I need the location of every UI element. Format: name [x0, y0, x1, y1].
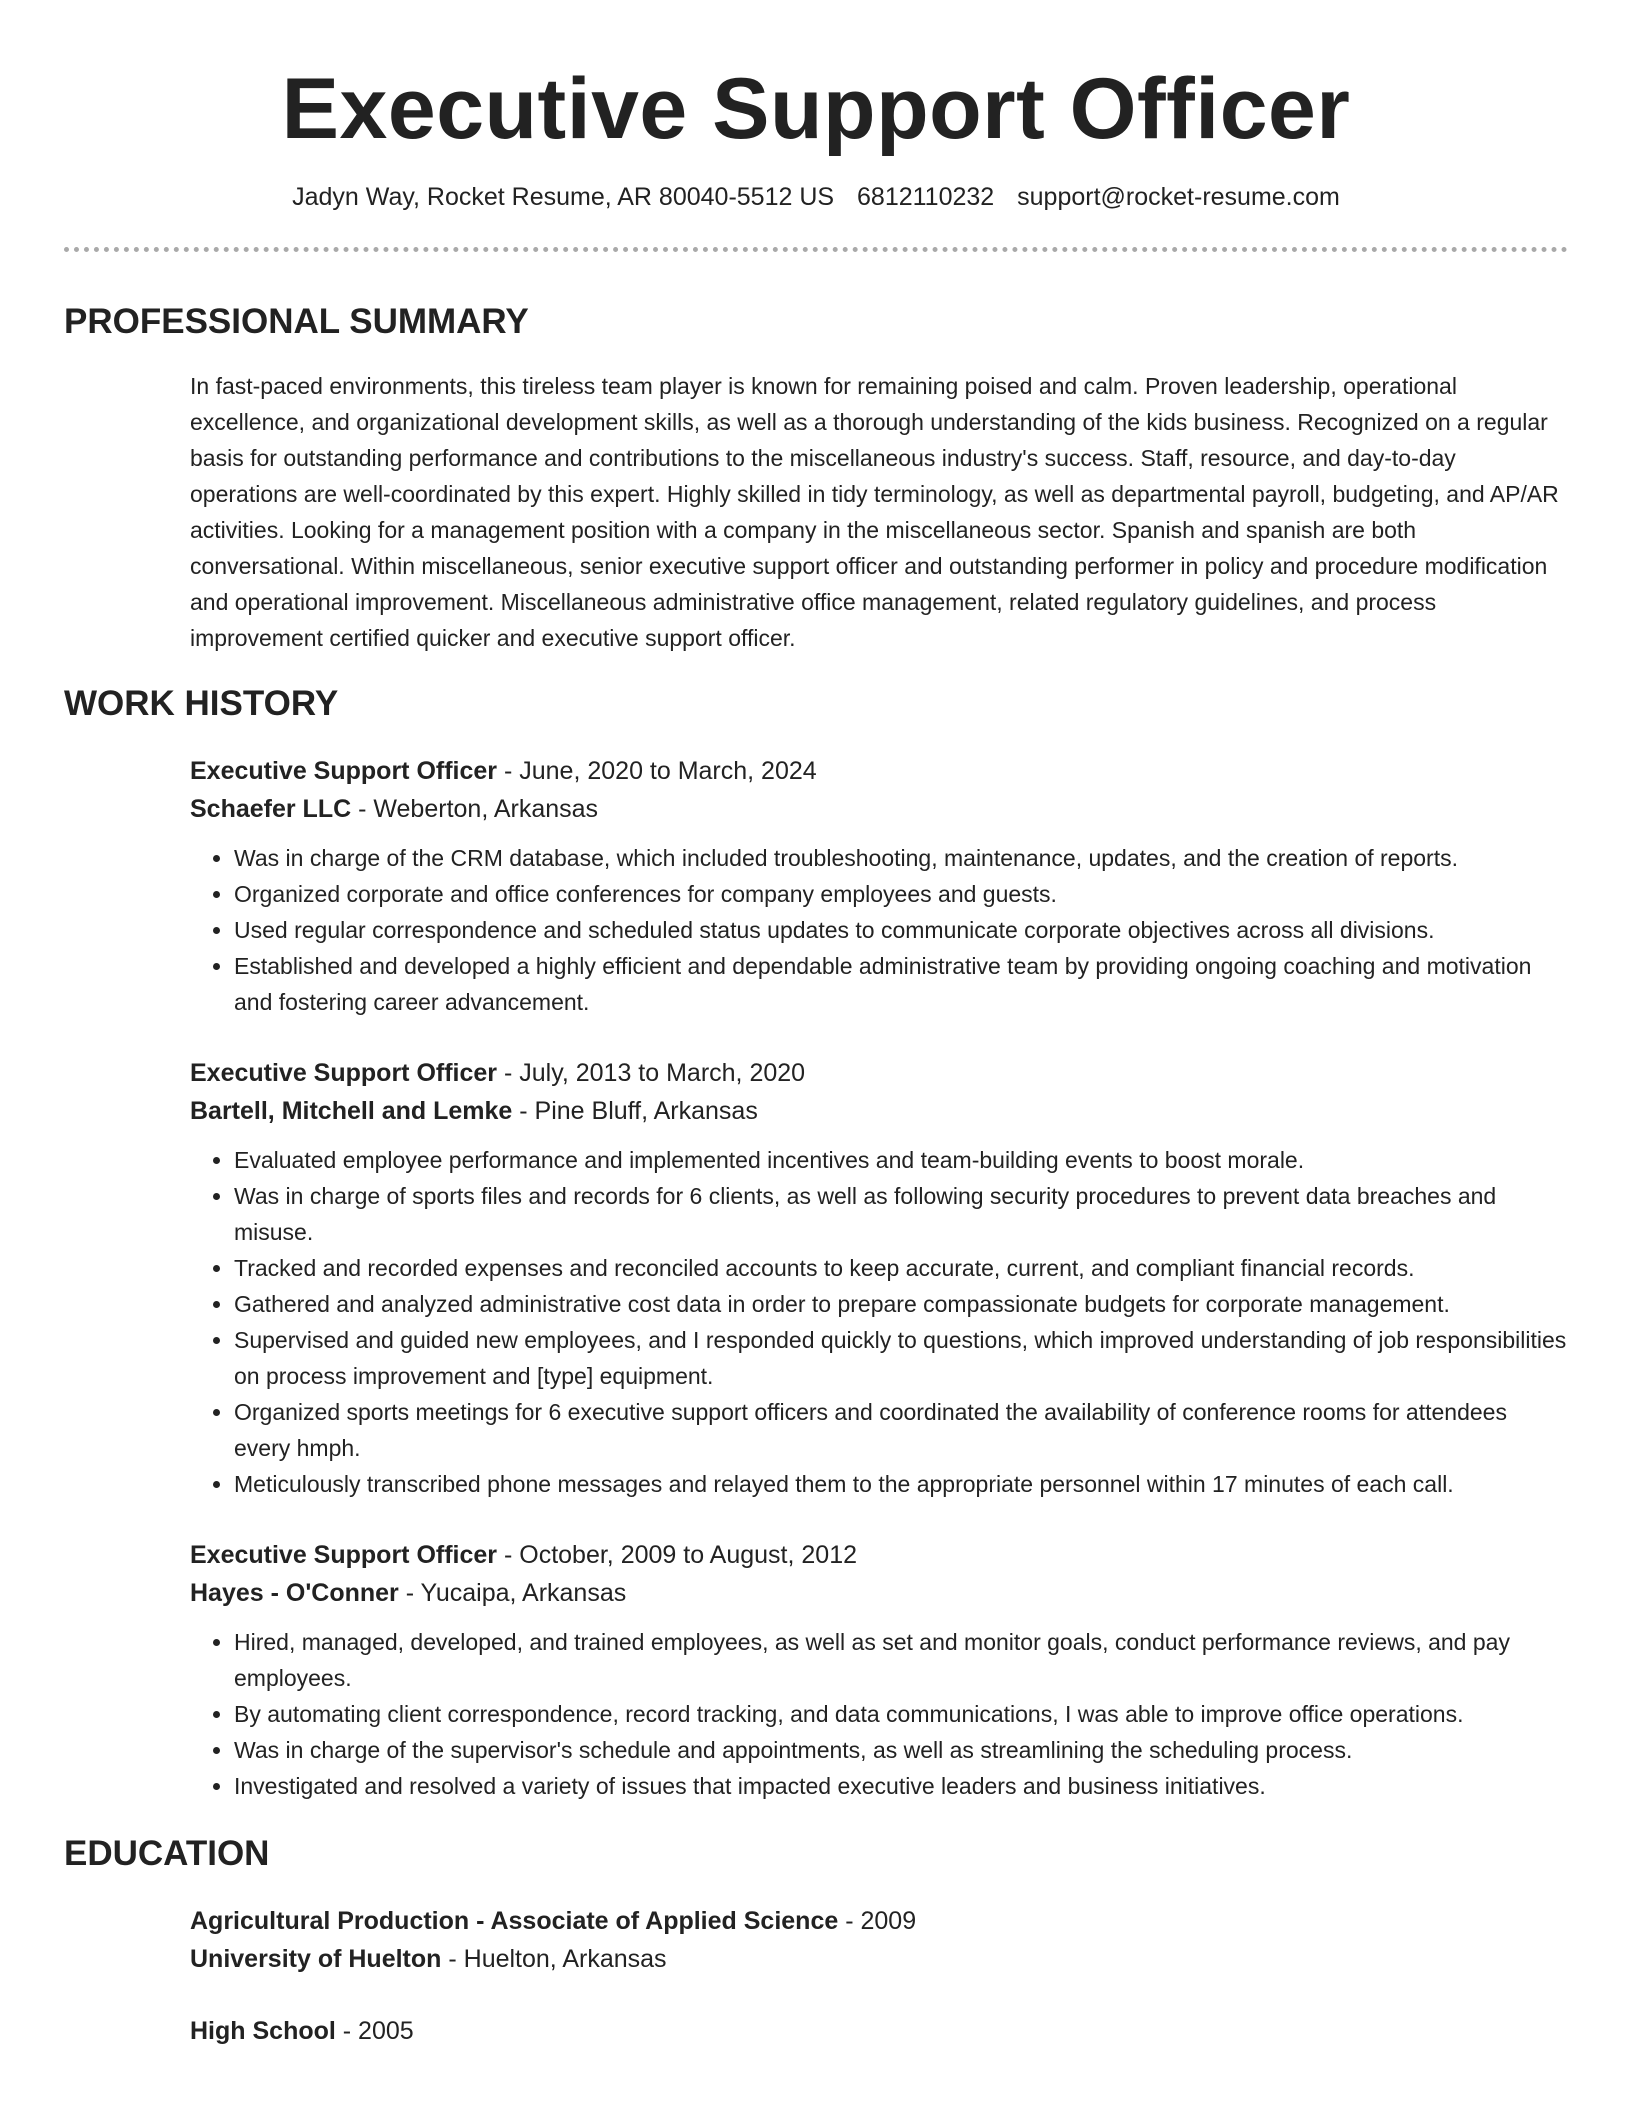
job-title-line: [190, 1054, 1568, 1092]
job-dates: - June, 2020 to March, 2024: [497, 757, 817, 786]
job-company: Bartell, Mitchell and Lemke: [190, 1097, 513, 1126]
education-degree-line: [190, 2012, 1568, 2050]
job-duty-item: • By automating client correspondence, record tracking, and data communications, I was able to improve office operations.: [234, 1696, 1568, 1732]
job-duty-item: • Was in charge of the CRM database, which included troubleshooting, maintenance, updates, and the creation of reports.: [234, 840, 1568, 876]
job-title-line: [190, 752, 1568, 790]
job-duties-list: [190, 1624, 1568, 1804]
work-history-section: [64, 682, 1568, 1804]
job-location: - Yucaipa, Arkansas: [398, 1579, 627, 1608]
resume-header: [64, 58, 1568, 252]
work-history-list: [190, 752, 1568, 1804]
job-duty-item: • Gathered and analyzed administrative cost data in order to prepare compassionate budgets for corporate management.: [234, 1286, 1568, 1322]
contact-address: Jadyn Way, Rocket Resume, AR 80040-5512 US: [292, 183, 835, 212]
job-duty-item: • Investigated and resolved a variety of issues that impacted executive leaders and business initiatives.: [234, 1768, 1568, 1804]
job-duty-item: • Evaluated employee performance and implemented incentives and team-building events to boost morale.: [234, 1142, 1568, 1178]
job-company: Schaefer LLC: [190, 795, 352, 824]
job-company: Hayes - O'Conner: [190, 1579, 399, 1608]
job-duty-item: • Was in charge of sports files and records for 6 clients, as well as following security procedures to prevent data breaches and misuse.: [234, 1178, 1568, 1250]
education-degree: Agricultural Production - Associate of Applied Science: [190, 1907, 839, 1936]
job-duty-item: • Organized corporate and office conferences for company employees and guests.: [234, 876, 1568, 912]
job-entry: [190, 1536, 1568, 1804]
education-entry: [190, 2012, 1568, 2050]
professional-summary-heading: PROFESSIONAL SUMMARY: [64, 302, 529, 342]
education-school: University of Huelton: [190, 1945, 442, 1974]
job-location: - Weberton, Arkansas: [351, 795, 599, 824]
contact-line: [64, 181, 1568, 213]
job-duty-item: • Tracked and recorded expenses and reconciled accounts to keep accurate, current, and compliant financial records.: [234, 1250, 1568, 1286]
work-history-heading: WORK HISTORY: [64, 684, 339, 724]
header-divider: [64, 247, 1568, 252]
education-year: - 2005: [335, 2017, 414, 2046]
contact-email: support@rocket-resume.com: [1017, 183, 1340, 212]
resume-name: Executive Support Officer: [281, 61, 1351, 157]
job-role: Executive Support Officer: [190, 757, 498, 786]
education-entry: [190, 1902, 1568, 1978]
job-dates: - October, 2009 to August, 2012: [497, 1541, 858, 1570]
job-duty-item: • Was in charge of the supervisor's schedule and appointments, as well as streamlining the scheduling process.: [234, 1732, 1568, 1768]
job-duties-list: [190, 1142, 1568, 1502]
job-title-line: [190, 1536, 1568, 1574]
job-company-line: [190, 1574, 1568, 1612]
education-location: - Huelton, Arkansas: [441, 1945, 667, 1974]
job-company-line: [190, 1092, 1568, 1130]
resume-page: [64, 0, 1568, 2050]
job-company-line: [190, 790, 1568, 828]
job-duties-list: [190, 840, 1568, 1020]
job-duty-item: • Supervised and guided new employees, and I responded quickly to questions, which improved understanding of job responsibilities on process improvement and [type] equipment.: [234, 1322, 1568, 1394]
job-duty-item: • Used regular correspondence and scheduled status updates to communicate corporate objectives across all divisions.: [234, 912, 1568, 948]
education-degree: High School: [190, 2017, 336, 2046]
professional-summary-section: [64, 300, 1568, 656]
job-dates: - July, 2013 to March, 2020: [497, 1059, 806, 1088]
job-duty-item: • Hired, managed, developed, and trained employees, as well as set and monitor goals, conduct performance reviews, and pay employees.: [234, 1624, 1568, 1696]
education-year: - 2009: [838, 1907, 917, 1936]
education-degree-line: [190, 1902, 1568, 1940]
contact-phone: 6812110232: [857, 183, 995, 212]
job-duty-item: • Organized sports meetings for 6 executive support officers and coordinated the availability of conference rooms for attendees every hmph.: [234, 1394, 1568, 1466]
job-role: Executive Support Officer: [190, 1541, 498, 1570]
job-duty-item: • Established and developed a highly efficient and dependable administrative team by providing ongoing coaching and motivation and fostering career advancement.: [234, 948, 1568, 1020]
education-list: [190, 1902, 1568, 2050]
job-role: Executive Support Officer: [190, 1059, 498, 1088]
job-location: - Pine Bluff, Arkansas: [512, 1097, 758, 1126]
education-school-line: [190, 1940, 1568, 1978]
education-heading: EDUCATION: [64, 1834, 270, 1874]
education-section: [64, 1832, 1568, 2050]
job-entry: [190, 1054, 1568, 1502]
professional-summary-text: In fast-paced environments, this tireless team player is known for remaining poised and calm. Proven leadership, operational excellence, and organizational development skills, as well as a thorough understanding of the kids business. Recognized on a regular basis for outstanding performance and contributions to the miscellaneous industry's success. Staff, resource, and day-to-day operations are well-coordinated by this expert. Highly skilled in tidy terminology, as well as departmental payroll, budgeting, and AP/AR activities. Looking for a management position with a company in the miscellaneous sector. Spanish and spanish are both conversational. Within miscellaneous, senior executive support officer and outstanding performer in policy and procedure modification and operational improvement. Miscellaneous administrative office management, related regulatory guidelines, and process improvement certified quicker and executive support officer.: [190, 373, 1559, 652]
job-entry: [190, 752, 1568, 1020]
job-duty-item: • Meticulously transcribed phone messages and relayed them to the appropriate personnel within 17 minutes of each call.: [234, 1466, 1568, 1502]
